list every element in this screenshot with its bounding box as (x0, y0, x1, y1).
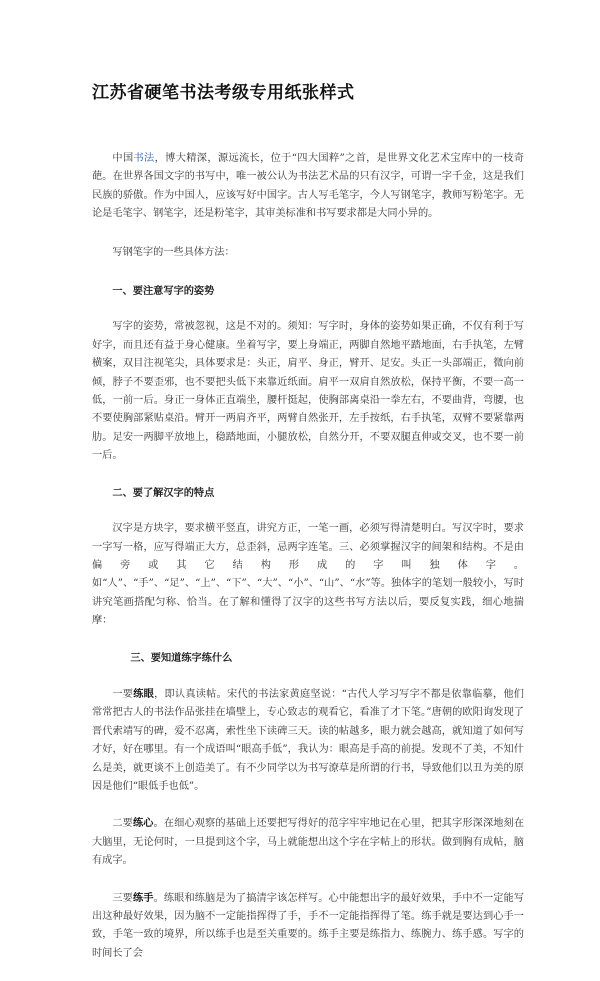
practice-hand-body: 。练眼和练脑是为了搞清字该怎样写。心中能想出字的最好效果，手中不一定能写出这种最好效果，因为脑不一定能指挥得了手，手不一定能指挥得了笔。练手就是要达到心手一致，手笔一致的境界，所以练手也是至关重要的。练手主要是练指力、练腕力、练手感。写字的时间长了会 (92, 892, 525, 959)
section-heading-posture: 一、要注意写字的姿势 (112, 285, 215, 298)
document-body (92, 150, 524, 981)
calligraphy-link[interactable]: 书法 (133, 153, 155, 164)
practice-eyes-paragraph (92, 685, 524, 796)
practice-mind-paragraph (92, 814, 524, 870)
section-body-characteristics: 汉字是方块字，要求横平竖直，讲究方正，一笔一画，必须写得清楚明白。写汉字时，要求一字写一格，应写得端正大方，总歪斜，忌两字连笔。三、必须掌握汉字的间架和结构。不是由偏旁或其它结构形成的字叫独体字。如“人”、“手”、“足”、“上”、“下”、“大”、“小”、“山”、“水”等。独体字的笔划一般较小，写时讲究笔画搭配匀称、恰当。在了解和懂得了汉字的这些书写方法以后，要反复实践，细心地揣摩： (92, 523, 524, 627)
intro-paragraph (92, 150, 524, 224)
practice-eyes-body: ，即认真读帖。宋代的书法家黄庭坚说：“古代人学习写字不都是依靠临摹，他们常常把古人的书法作品张挂在墙壁上，专心致志的观看它，看准了才下笔。”唐朝的欧阳询发现了晋代索靖写的碑，爱不忍离，索性坐下读碑三天。读的帖越多，眼力就会越高，就知道了如何写才好，好在哪里。有一个成语叫“眼高手低”，我认为：眼高是手高的前提。发现不了美，不知什么是美，就更谈不上创造美了。有不少同学以为书写潦草是所谓的行书，导致他们以丑为美的原因是他们“眼低手也低”。 (92, 688, 524, 792)
practice-mind-keyword: 练心 (132, 817, 154, 830)
section-heading-characteristics: 二、要了解汉字的特点 (112, 486, 215, 499)
practice-hand-paragraph (92, 889, 524, 964)
section-body-posture: 写字的姿势，常被忽视，这是不对的。须知：写字时，身体的姿势如果正确，不仅有利于写好字，而且还有益于身心健康。坐着写字，要上身端正，两脚自然地平踏地面，右手执笔，左臂横案，双目注视笔尖，具体要求是：头正，肩平、身正，臂开、足安。头正一头部端正，微向前倾，脖子不要歪邪，也不要把头低下来靠近纸面。肩平一双肩自然放松，保持平衡，不要一高一低，一前一后。身正一身体正直端坐，腰杆挺起，使胸部离桌沿一拳左右，不要曲背，弯腰，也不要使胸部紧贴桌沿。臂开一两肩齐平，两臂自然张开，左手按纸，右手执笔，双臂不要紧靠两肋。足安一两脚平放地上，稳踏地面，小腿放松，自然分开，不要双腿直伸或交叉，也不要一前一后。 (92, 321, 524, 462)
intro-text-rest: ，博大精深，源远流长，位于“四大国粹”之首，是世界文化艺术宝库中的一枝奇葩。在世界各国文字的书写中，唯一被公认为书法艺术品的只有汉字，可谓一字千金，这是我们民族的骄傲。作为中国人，应该写好中国字。古人写毛笔字，今人写钢笔字，教师写粉笔字。无论是毛笔字、钢笔字，还是粉笔字，其审美标准和书写要求都是大同小异的。 (92, 153, 525, 220)
practice-mind-body: 。在细心观察的基础上还要把写得好的范字牢牢地记在心里，把其字形深深地刻在大脑里，无论何时，一旦提到这个字，马上就能想出这个字在字帖上的形状。做到胸有成帖，脑有成字。 (92, 818, 525, 867)
practice-eyes-keyword: 练眼 (133, 687, 155, 700)
practice-eyes-prefix: 一要 (112, 688, 134, 700)
section-heading-what-to-practice: 三、要知道练字练什么 (130, 651, 233, 664)
practice-hand-prefix: 三要 (112, 892, 133, 904)
methods-lead: 写钢笔字的一些具体方法： (112, 246, 235, 258)
practice-mind-prefix: 二要 (112, 818, 133, 830)
page-title: 江苏省硬笔书法考级专用纸张样式 (92, 83, 355, 103)
practice-hand-keyword: 练手 (132, 891, 154, 904)
intro-text-start: 中国 (112, 153, 134, 164)
